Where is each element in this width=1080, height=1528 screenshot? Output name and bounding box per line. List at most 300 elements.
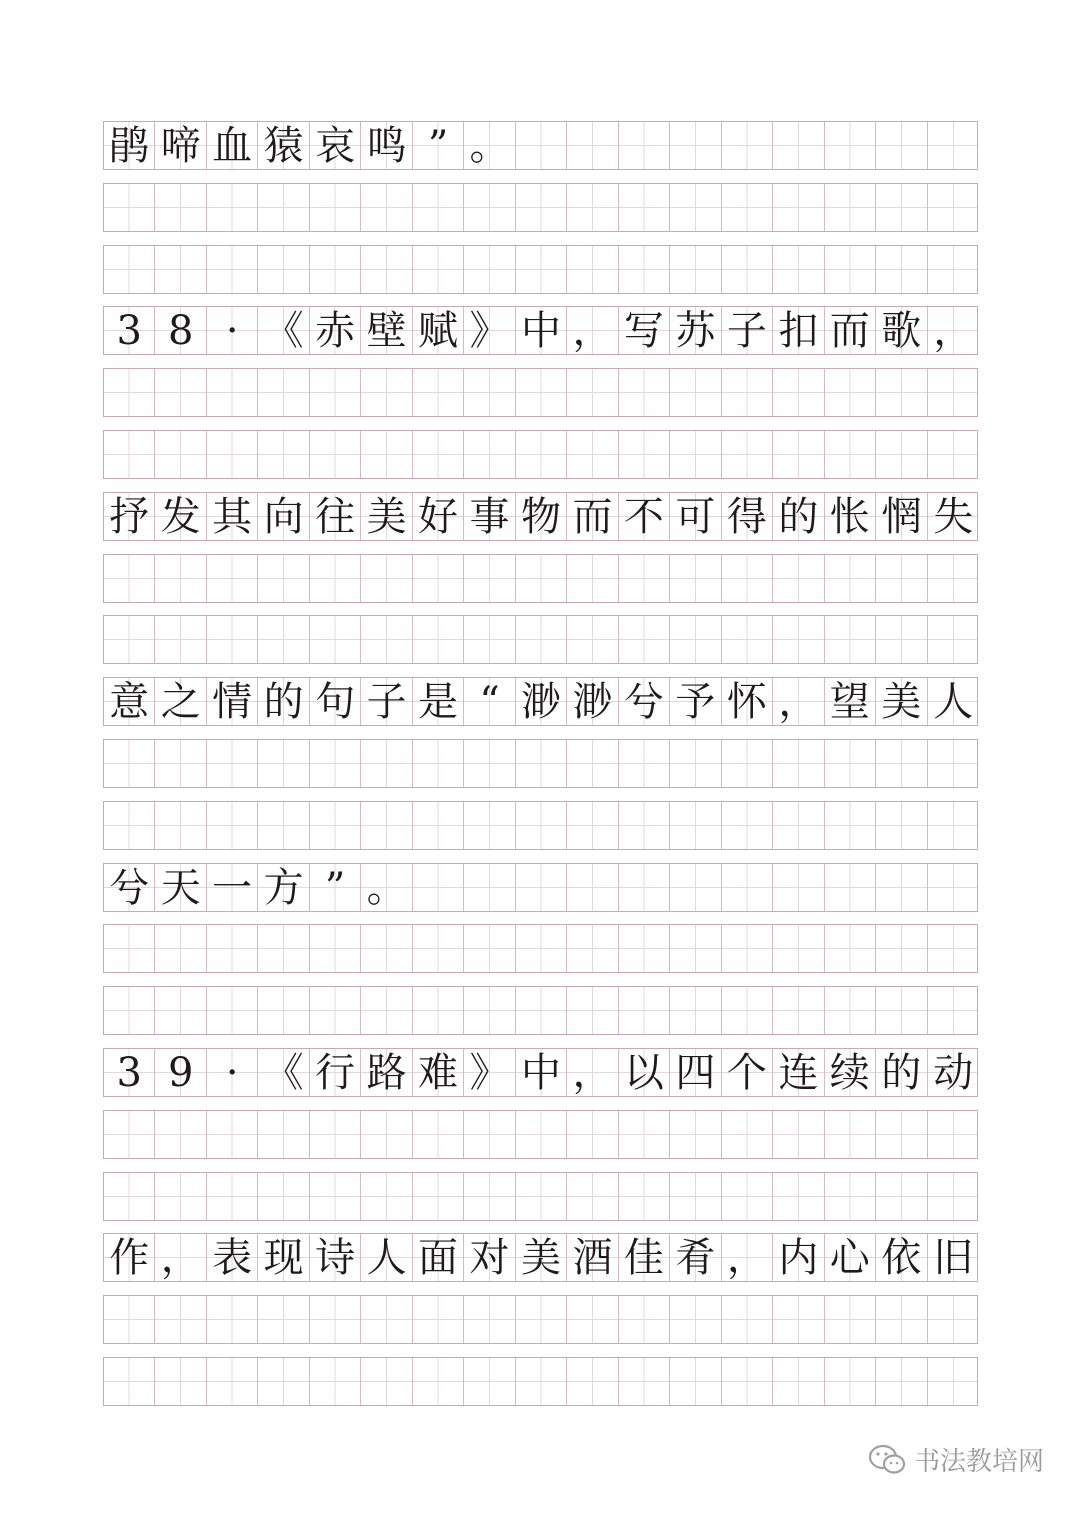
grid-cell xyxy=(361,246,412,293)
character: 子 xyxy=(366,678,407,725)
grid-cell xyxy=(876,1111,927,1158)
grid-cell xyxy=(825,1111,876,1158)
grid-cell xyxy=(361,1296,412,1343)
grid-cell xyxy=(670,678,721,725)
grid-cell xyxy=(361,740,412,787)
grid-cell xyxy=(361,369,412,416)
character: 其 xyxy=(212,493,253,540)
character: 啼 xyxy=(160,122,201,169)
grid-cell xyxy=(258,1296,309,1343)
grid-cell xyxy=(155,616,206,663)
grid-cell xyxy=(567,122,618,169)
character: 美 xyxy=(881,678,922,725)
grid-cell xyxy=(104,122,155,169)
grid-cell xyxy=(928,122,979,169)
grid-cell xyxy=(104,369,155,416)
grid-cell xyxy=(464,1173,515,1220)
grid-cell xyxy=(361,184,412,231)
grid-cell xyxy=(258,431,309,478)
grid-cell xyxy=(104,678,155,725)
grid-cell xyxy=(258,925,309,972)
grid-cell xyxy=(928,246,979,293)
grid-cell xyxy=(567,678,618,725)
grid-cell xyxy=(464,987,515,1034)
grid-cell xyxy=(155,246,206,293)
grid-cell xyxy=(567,802,618,849)
grid-cell xyxy=(670,1111,721,1158)
grid-cell xyxy=(619,1049,670,1096)
character: 猿 xyxy=(263,122,304,169)
practice-row xyxy=(103,739,978,788)
character: 好 xyxy=(418,493,459,540)
grid-cell xyxy=(207,1358,258,1405)
grid-cell xyxy=(413,740,464,787)
character: 歌 xyxy=(881,307,922,354)
character: 写 xyxy=(623,307,664,354)
character: 抒 xyxy=(109,493,150,540)
grid-cell xyxy=(516,1049,567,1096)
grid-cell xyxy=(722,246,773,293)
grid-cell xyxy=(258,864,309,911)
grid-cell xyxy=(207,307,258,354)
grid-cell xyxy=(104,1049,155,1096)
practice-row xyxy=(103,1295,978,1344)
grid-cell xyxy=(567,246,618,293)
grid-cell xyxy=(413,925,464,972)
grid-cell xyxy=(104,802,155,849)
grid-cell xyxy=(310,802,361,849)
grid-cell xyxy=(773,493,824,540)
grid-cell xyxy=(825,740,876,787)
practice-row xyxy=(103,986,978,1035)
grid-cell xyxy=(670,184,721,231)
grid-cell xyxy=(104,555,155,602)
character: 《 xyxy=(263,1049,304,1096)
grid-cell xyxy=(773,864,824,911)
grid-cell xyxy=(722,1358,773,1405)
grid-cell xyxy=(464,740,515,787)
grid-cell xyxy=(619,1173,670,1220)
grid-cell xyxy=(670,493,721,540)
character: 3 xyxy=(116,307,142,354)
grid-cell xyxy=(310,678,361,725)
grid-cell xyxy=(619,431,670,478)
character: 惘 xyxy=(881,493,922,540)
grid-cell xyxy=(413,864,464,911)
grid-cell xyxy=(876,1173,927,1220)
character: 鹃 xyxy=(109,122,150,169)
character: 佳 xyxy=(623,1234,664,1281)
character: 之 xyxy=(160,678,201,725)
grid-cell xyxy=(722,1296,773,1343)
character: 而 xyxy=(829,307,870,354)
grid-cell xyxy=(825,616,876,663)
grid-cell xyxy=(928,184,979,231)
character: 兮 xyxy=(109,864,150,911)
text-row xyxy=(103,1233,978,1282)
grid-cell xyxy=(207,555,258,602)
character: 扣 xyxy=(778,307,819,354)
grid-cell xyxy=(464,1234,515,1281)
character: 渺 xyxy=(572,678,613,725)
grid-cell xyxy=(155,1296,206,1343)
grid-cell xyxy=(413,493,464,540)
grid-cell xyxy=(928,1173,979,1220)
grid-cell xyxy=(825,802,876,849)
grid-cell xyxy=(104,493,155,540)
grid-cell xyxy=(413,1234,464,1281)
character: 情 xyxy=(212,678,253,725)
grid-cell xyxy=(516,1111,567,1158)
character: 事 xyxy=(469,493,510,540)
character: ” xyxy=(427,122,449,169)
grid-cell xyxy=(464,122,515,169)
grid-cell xyxy=(825,1049,876,1096)
grid-cell xyxy=(567,864,618,911)
practice-row xyxy=(103,430,978,479)
grid-cell xyxy=(516,678,567,725)
grid-cell xyxy=(567,987,618,1034)
grid-cell xyxy=(413,555,464,602)
grid-cell xyxy=(825,184,876,231)
grid-cell xyxy=(464,246,515,293)
grid-cell xyxy=(207,678,258,725)
grid-cell xyxy=(619,987,670,1034)
grid-cell xyxy=(928,864,979,911)
character: 苏 xyxy=(675,307,716,354)
grid-cell xyxy=(516,1173,567,1220)
grid-cell xyxy=(464,431,515,478)
grid-cell xyxy=(567,555,618,602)
grid-cell xyxy=(928,307,979,354)
text-row xyxy=(103,306,978,355)
character: 8 xyxy=(167,307,194,354)
grid-cell xyxy=(670,925,721,972)
grid-cell xyxy=(361,1111,412,1158)
character: 血 xyxy=(212,122,253,169)
grid-cell xyxy=(310,616,361,663)
grid-cell xyxy=(310,1296,361,1343)
text-row xyxy=(103,1048,978,1097)
grid-cell xyxy=(104,740,155,787)
grid-cell xyxy=(619,802,670,849)
character: 心 xyxy=(829,1234,870,1281)
grid-cell xyxy=(516,307,567,354)
grid-cell xyxy=(722,987,773,1034)
grid-cell xyxy=(567,1234,618,1281)
grid-cell xyxy=(825,493,876,540)
character: 》 xyxy=(469,1049,510,1096)
watermark xyxy=(868,1441,1044,1478)
grid-cell xyxy=(928,740,979,787)
grid-cell xyxy=(310,1111,361,1158)
grid-cell xyxy=(155,1049,206,1096)
grid-cell xyxy=(516,616,567,663)
grid-cell xyxy=(207,122,258,169)
grid-cell xyxy=(670,1296,721,1343)
grid-cell xyxy=(773,246,824,293)
character: 方 xyxy=(263,864,304,911)
grid-cell xyxy=(722,1049,773,1096)
grid-cell xyxy=(773,184,824,231)
grid-cell xyxy=(464,1358,515,1405)
grid-cell xyxy=(155,864,206,911)
character: 予 xyxy=(675,678,716,725)
grid-cell xyxy=(258,307,309,354)
grid-cell xyxy=(567,184,618,231)
grid-cell xyxy=(413,1296,464,1343)
grid-cell xyxy=(619,925,670,972)
character: ， xyxy=(160,1234,201,1281)
grid-cell xyxy=(516,925,567,972)
grid-cell xyxy=(516,369,567,416)
grid-cell xyxy=(464,1111,515,1158)
grid-cell xyxy=(773,369,824,416)
watermark-label: 书法教培网 xyxy=(913,1447,1044,1477)
character: 怀 xyxy=(726,678,767,725)
grid-cell xyxy=(670,431,721,478)
grid-cell xyxy=(413,678,464,725)
grid-cell xyxy=(155,1111,206,1158)
grid-cell xyxy=(464,1296,515,1343)
character: 美 xyxy=(520,1234,561,1281)
grid-cell xyxy=(155,1358,206,1405)
grid-cell xyxy=(825,1173,876,1220)
grid-cell xyxy=(619,246,670,293)
grid-cell xyxy=(825,987,876,1034)
grid-cell xyxy=(876,1234,927,1281)
grid-cell xyxy=(825,1296,876,1343)
grid-cell xyxy=(825,122,876,169)
grid-cell xyxy=(722,616,773,663)
grid-cell xyxy=(825,1358,876,1405)
grid-cell xyxy=(207,740,258,787)
character: 动 xyxy=(933,1049,974,1096)
character: 发 xyxy=(160,493,201,540)
grid-cell xyxy=(567,431,618,478)
grid-cell xyxy=(207,246,258,293)
grid-cell xyxy=(567,616,618,663)
character: 面 xyxy=(418,1234,459,1281)
grid-cell xyxy=(258,555,309,602)
grid-cell xyxy=(104,925,155,972)
grid-cell xyxy=(413,1049,464,1096)
grid-cell xyxy=(773,1234,824,1281)
grid-cell xyxy=(361,555,412,602)
character: 是 xyxy=(418,678,459,725)
practice-row xyxy=(103,1172,978,1221)
grid-cell xyxy=(464,925,515,972)
practice-row xyxy=(103,183,978,232)
grid-cell xyxy=(104,246,155,293)
grid-cell xyxy=(104,987,155,1034)
character: “ xyxy=(479,678,500,725)
grid-cell xyxy=(310,555,361,602)
grid-cell xyxy=(619,1296,670,1343)
grid-cell xyxy=(722,493,773,540)
grid-cell xyxy=(361,1049,412,1096)
character: 的 xyxy=(881,1049,922,1096)
grid-cell xyxy=(464,1049,515,1096)
grid-cell xyxy=(207,1173,258,1220)
character: 失 xyxy=(933,493,974,540)
grid-cell xyxy=(258,740,309,787)
grid-cell xyxy=(773,307,824,354)
grid-cell xyxy=(567,925,618,972)
grid-cell xyxy=(258,1234,309,1281)
grid-cell xyxy=(773,1173,824,1220)
grid-cell xyxy=(361,1173,412,1220)
grid-cell xyxy=(825,678,876,725)
character: 。 xyxy=(469,122,510,169)
character: 一 xyxy=(212,864,253,911)
character: 表 xyxy=(212,1234,253,1281)
grid-cell xyxy=(207,184,258,231)
grid-cell xyxy=(516,1234,567,1281)
grid-cell xyxy=(155,493,206,540)
grid-cell xyxy=(825,864,876,911)
grid-cell xyxy=(258,987,309,1034)
grid-cell xyxy=(361,616,412,663)
grid-cell xyxy=(928,555,979,602)
grid-cell xyxy=(876,616,927,663)
practice-row xyxy=(103,245,978,294)
grid-cell xyxy=(104,1173,155,1220)
grid-cell xyxy=(155,740,206,787)
grid-cell xyxy=(413,1358,464,1405)
grid-cell xyxy=(361,493,412,540)
grid-cell xyxy=(516,493,567,540)
character: 内 xyxy=(778,1234,819,1281)
grid-cell xyxy=(207,802,258,849)
grid-cell xyxy=(722,1111,773,1158)
grid-cell xyxy=(567,1173,618,1220)
character: 的 xyxy=(778,493,819,540)
grid-cell xyxy=(670,369,721,416)
grid-cell xyxy=(773,1111,824,1158)
character: 壁 xyxy=(366,307,407,354)
grid-cell xyxy=(876,987,927,1034)
grid-cell xyxy=(773,555,824,602)
character: 。 xyxy=(366,864,407,911)
practice-row xyxy=(103,1110,978,1159)
grid-cell xyxy=(928,1296,979,1343)
character: 9 xyxy=(167,1049,194,1096)
grid-cell xyxy=(567,1296,618,1343)
character: ” xyxy=(324,864,346,911)
character: 物 xyxy=(520,493,561,540)
grid-cell xyxy=(619,369,670,416)
grid-cell xyxy=(876,246,927,293)
character: 行 xyxy=(315,1049,356,1096)
grid-cell xyxy=(619,307,670,354)
grid-cell xyxy=(825,555,876,602)
text-row xyxy=(103,492,978,541)
grid-cell xyxy=(310,1173,361,1220)
grid-cell xyxy=(361,678,412,725)
grid-cell xyxy=(876,555,927,602)
grid-cell xyxy=(670,864,721,911)
grid-cell xyxy=(310,184,361,231)
grid-cell xyxy=(310,1358,361,1405)
grid-cell xyxy=(619,616,670,663)
grid-cell xyxy=(619,1234,670,1281)
grid-cell xyxy=(670,802,721,849)
character: 四 xyxy=(675,1049,716,1096)
grid-cell xyxy=(464,678,515,725)
grid-cell xyxy=(361,802,412,849)
grid-cell xyxy=(310,369,361,416)
grid-cell xyxy=(773,1049,824,1096)
grid-cell xyxy=(876,802,927,849)
text-row xyxy=(103,863,978,912)
grid-cell xyxy=(773,678,824,725)
grid-cell xyxy=(310,1234,361,1281)
grid-cell xyxy=(258,1173,309,1220)
grid-cell xyxy=(464,307,515,354)
character: 向 xyxy=(263,493,304,540)
grid-cell xyxy=(773,122,824,169)
grid-cell xyxy=(876,307,927,354)
grid-cell xyxy=(516,802,567,849)
grid-cell xyxy=(876,1296,927,1343)
grid-cell xyxy=(928,1358,979,1405)
practice-row xyxy=(103,924,978,973)
grid-cell xyxy=(207,1234,258,1281)
grid-cell xyxy=(619,184,670,231)
character: 得 xyxy=(726,493,767,540)
character: ， xyxy=(933,307,974,354)
grid-cell xyxy=(258,122,309,169)
grid-cell xyxy=(876,925,927,972)
grid-cell xyxy=(413,1111,464,1158)
grid-cell xyxy=(928,925,979,972)
grid-cell xyxy=(207,864,258,911)
character: ， xyxy=(726,1234,767,1281)
grid-cell xyxy=(567,1049,618,1096)
grid-cell xyxy=(310,431,361,478)
grid-cell xyxy=(207,431,258,478)
grid-cell xyxy=(155,369,206,416)
grid-cell xyxy=(361,987,412,1034)
grid-cell xyxy=(567,493,618,540)
grid-cell xyxy=(310,1049,361,1096)
grid-cell xyxy=(619,1358,670,1405)
character: 望 xyxy=(829,678,870,725)
character: · xyxy=(225,1049,239,1096)
grid-cell xyxy=(361,122,412,169)
grid-cell xyxy=(876,678,927,725)
grid-cell xyxy=(670,122,721,169)
grid-cell xyxy=(516,122,567,169)
practice-row xyxy=(103,801,978,850)
text-row xyxy=(103,677,978,726)
grid-cell xyxy=(876,369,927,416)
grid-cell xyxy=(516,987,567,1034)
grid-cell xyxy=(310,246,361,293)
grid-cell xyxy=(876,864,927,911)
grid-cell xyxy=(258,369,309,416)
grid-cell xyxy=(825,925,876,972)
character: ， xyxy=(572,1049,613,1096)
grid-cell xyxy=(516,740,567,787)
grid-cell xyxy=(464,184,515,231)
grid-cell xyxy=(464,369,515,416)
grid-cell xyxy=(310,122,361,169)
grid-cell xyxy=(207,925,258,972)
practice-row xyxy=(103,554,978,603)
character: 》 xyxy=(469,307,510,354)
